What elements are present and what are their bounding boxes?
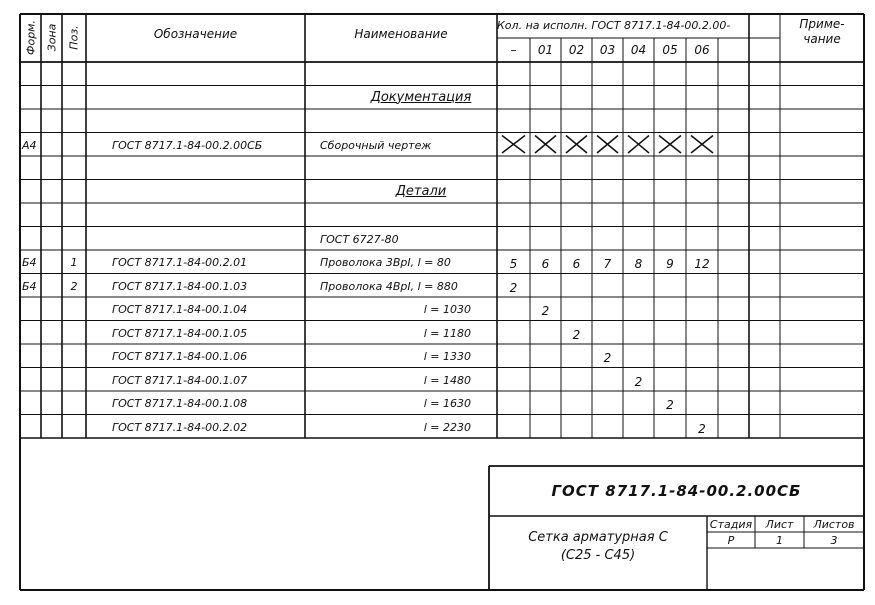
row-name: l = 1030 (423, 303, 471, 316)
stage-label: Стадия (709, 518, 753, 531)
stage-value: Р (727, 534, 735, 547)
qty-value: 2 (698, 421, 706, 436)
document-code: ГОСТ 8717.1-84-00.2.00СБ (551, 482, 802, 500)
row-designation: ГОСТ 8717.1-84-00.1.03 (112, 279, 248, 293)
section-heading: Детали (395, 183, 447, 199)
row-designation: ГОСТ 8717.1-84-00.1.06 (112, 350, 248, 363)
header-variant: 03 (599, 43, 616, 57)
qty-value: 2 (509, 280, 518, 295)
row-pos: 2 (70, 279, 78, 293)
sheets-label: Листов (813, 518, 855, 531)
row-designation: ГОСТ 8717.1-84-00.2.00СБ (112, 138, 263, 152)
row-designation: ГОСТ 8717.1-84-00.1.07 (112, 373, 248, 387)
title-line1: Сетка арматурная С (528, 530, 668, 545)
header-variant: 01 (537, 43, 554, 57)
title-line2: (С25 - С45) (560, 548, 636, 563)
row-name: ГОСТ 6727-80 (320, 232, 399, 246)
header-note-line2: чание (803, 32, 841, 46)
row-designation: ГОСТ 8717.1-84-00.1.04 (112, 303, 248, 316)
row-name: l = 1480 (423, 373, 471, 387)
row-format: А4 (22, 138, 37, 152)
qty-value: 5 (509, 257, 518, 271)
header-name: Наименование (354, 27, 448, 41)
header-zone: Зона (45, 23, 58, 52)
header-variant: 04 (630, 43, 647, 57)
header-pos: Поз. (67, 25, 81, 50)
header-variant: 05 (662, 43, 678, 57)
header-variant: – (510, 43, 517, 57)
qty-value: 8 (634, 257, 643, 271)
row-designation: ГОСТ 8717.1-84-00.2.01 (112, 256, 248, 269)
header-qty-title: Кол. на исполн. ГОСТ 8717.1-84-00.2.00- (497, 19, 731, 32)
sheet-value: 1 (776, 534, 783, 547)
row-name: Сборочный чертеж (320, 138, 432, 152)
row-name: Проволока 3ВрI, l = 80 (320, 256, 451, 269)
header-variant: 02 (568, 43, 585, 57)
header-variant: 06 (694, 43, 710, 57)
qty-value: 9 (666, 257, 674, 271)
row-format: Б4 (22, 279, 37, 293)
qty-value: 2 (572, 327, 581, 342)
qty-value: 2 (603, 351, 612, 365)
sheets-value: 3 (830, 534, 838, 547)
row-pos: 1 (70, 256, 78, 269)
row-name: l = 1330 (423, 350, 471, 363)
qty-value: 2 (666, 398, 674, 412)
header-designation: Обозначение (153, 27, 238, 41)
row-designation: ГОСТ 8717.1-84-00.1.08 (112, 397, 248, 410)
sheet-label: Лист (765, 518, 794, 531)
row-designation: ГОСТ 8717.1-84-00.1.05 (112, 326, 248, 340)
qty-value: 6 (572, 257, 581, 271)
qty-value: 12 (694, 257, 710, 271)
qty-value: 7 (603, 257, 612, 271)
section-heading: Документация (370, 89, 472, 105)
qty-value: 2 (541, 304, 550, 318)
qty-value: 2 (634, 374, 643, 389)
header-format: Форм. (24, 20, 37, 55)
header-note-line1: Приме- (799, 17, 845, 31)
row-name: l = 2230 (423, 420, 471, 434)
row-name: l = 1180 (423, 326, 471, 340)
row-name: l = 1630 (423, 397, 471, 410)
qty-value: 6 (541, 257, 550, 271)
row-name: Проволока 4ВрI, l = 880 (320, 279, 458, 293)
row-format: Б4 (22, 256, 37, 269)
row-designation: ГОСТ 8717.1-84-00.2.02 (112, 420, 248, 434)
